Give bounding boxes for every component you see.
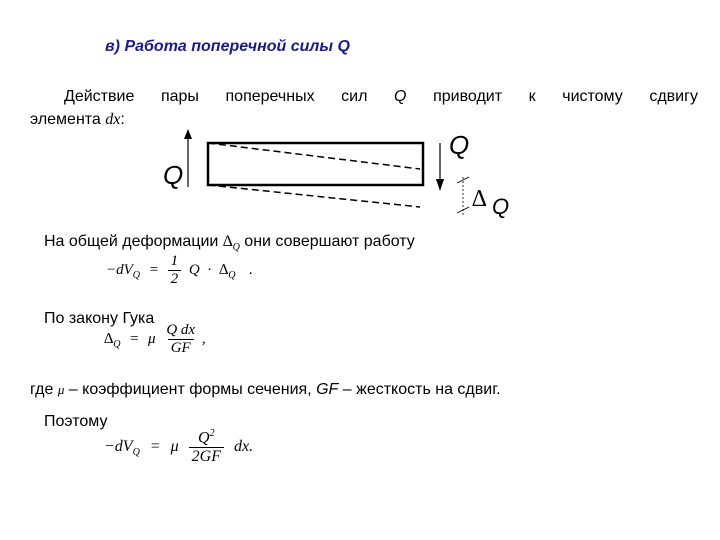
intro-word: пары <box>160 88 199 105</box>
deformation-text-after: они совершают работу <box>244 233 415 250</box>
section-heading: в) Работа поперечной силы Q <box>105 38 350 55</box>
formula1-den: 2 <box>168 270 182 288</box>
intro-word: приводит <box>433 88 503 105</box>
formula-hooke <box>104 322 206 357</box>
formula3-dx: dx <box>233 437 250 455</box>
formula1-q: Q <box>188 261 200 278</box>
formula3-den: 2GF <box>189 447 224 466</box>
formula1-num: 1 <box>170 253 179 269</box>
intro-line2-suffix: : <box>120 111 125 128</box>
diagram-label-q-right: Q <box>449 130 470 160</box>
formula3-mu: μ <box>170 437 179 455</box>
intro-word: сил <box>341 88 368 105</box>
deformation-text-before: На общей деформации <box>44 233 219 250</box>
formula1-lhs-sub: Q <box>132 269 141 281</box>
where-mu: μ <box>57 382 65 397</box>
intro-line-1 <box>30 85 698 108</box>
where-middle: – коэффициент формы сечения, <box>68 381 312 398</box>
deformation-sentence <box>44 233 415 251</box>
right-arrowhead <box>436 179 444 191</box>
formula1-eq: = <box>148 261 159 278</box>
left-arrowhead <box>184 129 192 139</box>
intro-word: к <box>528 88 536 105</box>
where-prefix: где <box>30 381 54 398</box>
formula2-fraction <box>163 322 198 357</box>
intro-line2-var: dx <box>105 111 121 128</box>
intro-word: поперечных <box>225 88 315 105</box>
formula2-num: Q dx <box>166 322 196 338</box>
hooke-label: По закону Гука <box>44 310 155 327</box>
formula2-lhs-sub: Q <box>113 338 121 350</box>
deformed-top-edge <box>208 143 420 169</box>
formula2-lhs: ∆ <box>104 330 114 347</box>
shear-diagram <box>150 125 550 225</box>
formula2-end: , <box>201 330 206 347</box>
delta-tick-bottom <box>457 207 469 213</box>
intro-word: чистому <box>562 88 623 105</box>
where-gf: GF <box>316 381 339 398</box>
formula3-num: Q <box>198 429 210 447</box>
formula1-delta: ∆ <box>219 261 229 278</box>
formula1-fraction <box>168 253 182 288</box>
formula1-end: . <box>249 261 253 278</box>
deformed-bottom-edge <box>208 185 420 207</box>
element-rect <box>208 143 423 185</box>
intro-word: сдвигу <box>649 88 698 105</box>
intro-word-q: Q <box>394 88 407 105</box>
formula1-lhs: −dV <box>106 261 133 278</box>
where-sentence <box>30 381 501 399</box>
formula1-delta-sub: Q <box>228 269 236 281</box>
formula3-eq: = <box>149 437 161 455</box>
formula2-den: GF <box>168 339 194 357</box>
formula3-num-wrap <box>195 428 218 447</box>
intro-word: Действие <box>64 88 135 105</box>
formula3-end: . <box>249 437 254 455</box>
formula3-lhs-sub: Q <box>132 446 140 458</box>
deformation-symbol: ∆ <box>222 233 233 250</box>
formula3-lhs: −dV <box>104 437 133 455</box>
diagram-label-delta-sub: Q <box>492 194 510 219</box>
deformation-symbol-sub: Q <box>232 242 240 253</box>
formula2-eq: = <box>129 330 140 347</box>
formula2-mu: μ <box>148 330 156 347</box>
where-suffix: – жесткость на сдвиг. <box>342 381 501 398</box>
formula3-fraction <box>189 428 224 466</box>
formula-work <box>106 253 253 288</box>
diagram-label-q-left: Q <box>163 160 184 190</box>
therefore-label: Поэтому <box>44 413 108 430</box>
formula1-dot: · <box>207 261 212 278</box>
formula3-num-sup: 2 <box>209 428 215 439</box>
formula-final <box>104 428 253 466</box>
intro-line2-prefix: элемента <box>30 111 101 128</box>
diagram-label-delta: ∆ <box>472 186 487 212</box>
